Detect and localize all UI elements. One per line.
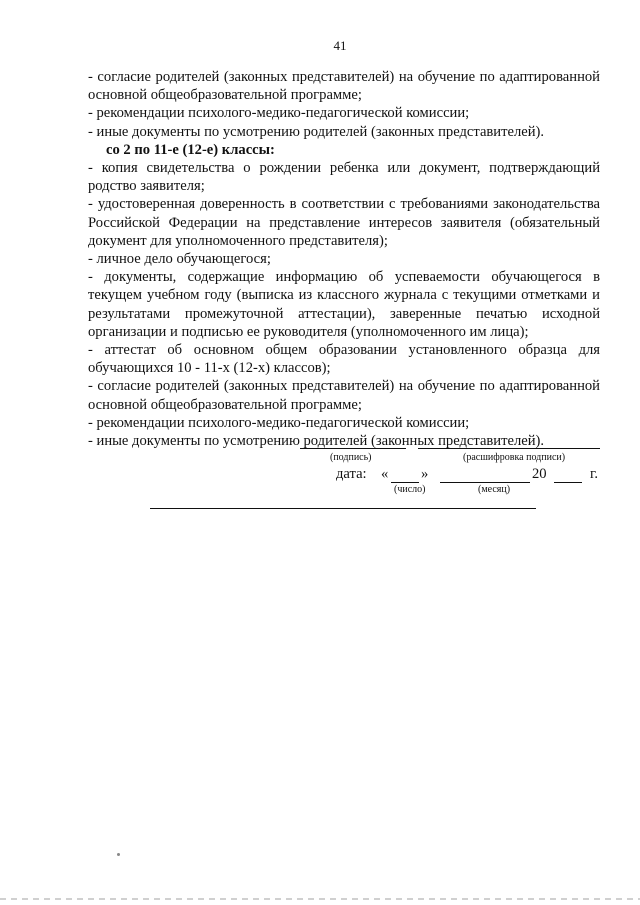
list-item: - согласие родителей (законных представителей) на обучение по адаптированной основной общеобразовательной программе; bbox=[88, 69, 600, 104]
date-close-quote: » bbox=[421, 466, 429, 482]
document-body bbox=[88, 68, 600, 450]
list-item: - согласие родителей (законных представителей) на обучение по адаптированной основной общеобразовательной программе; bbox=[88, 378, 600, 413]
list-item: - копия свидетельства о рождении ребенка или документ, подтверждающий родство заявителя; bbox=[88, 160, 600, 195]
list-item: - личное дело обучающегося; bbox=[88, 251, 271, 268]
list-item: - рекомендации психолого-медико-педагогической комиссии; bbox=[88, 105, 470, 122]
section-heading: со 2 по 11-е (12-е) классы: bbox=[106, 141, 275, 158]
date-year-prefix: 20 bbox=[532, 466, 547, 482]
date-month-line bbox=[440, 482, 530, 483]
list-item: - иные документы по усмотрению родителей (законных представителей). bbox=[88, 433, 545, 450]
date-year-suffix: г. bbox=[590, 466, 598, 482]
signature-decoding-caption: (расшифровка подписи) bbox=[463, 452, 566, 463]
scan-edge-noise bbox=[0, 898, 640, 900]
page-number: 41 bbox=[333, 38, 347, 53]
list-item: - рекомендации психолого-медико-педагогической комиссии; bbox=[88, 414, 470, 431]
bottom-rule bbox=[150, 508, 536, 509]
scan-speck bbox=[117, 853, 120, 856]
date-label: дата: bbox=[336, 466, 367, 482]
date-month-caption: (месяц) bbox=[478, 484, 511, 495]
date-day-line bbox=[391, 482, 419, 483]
list-item: - иные документы по усмотрению родителей (законных представителей). bbox=[88, 123, 545, 140]
date-year-line bbox=[554, 482, 582, 483]
signature-caption: (подпись) bbox=[330, 452, 372, 463]
date-day-caption: (число) bbox=[394, 484, 426, 495]
date-open-quote: « bbox=[381, 466, 389, 482]
signature-decoding-line bbox=[418, 448, 600, 449]
signature-line bbox=[300, 448, 406, 449]
list-item: - документы, содержащие информацию об успеваемости обучающегося в текущем учебном году (выписка из классного журнала с текущими отметками и результатами промежуточной аттестации), заверенные печатью исходной организации и подписью ее руководителя (уполномоченного им лица); bbox=[88, 269, 600, 340]
list-item: - аттестат об основном общем образовании установленного образца для обучающихся 10 - 11-х (12-х) классов); bbox=[88, 342, 600, 377]
list-item: - удостоверенная доверенность в соответствии с требованиями законодательства Российской Федерации на представление интересов заявителя (обязательный документ для уполномоченного представителя); bbox=[88, 196, 600, 249]
